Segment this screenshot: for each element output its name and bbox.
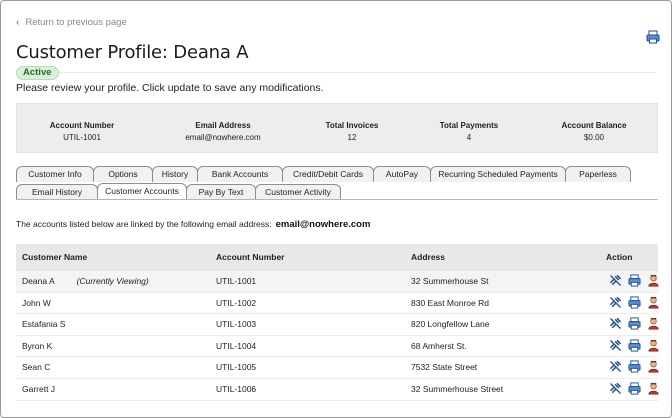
user-edit-icon[interactable] <box>647 360 660 373</box>
account-number-cell: UTIL-1002 <box>216 297 257 308</box>
address-cell: 820 Longfellow Lane <box>411 319 490 330</box>
unlink-icon[interactable] <box>609 339 622 352</box>
table-row[interactable] <box>16 271 658 293</box>
user-edit-icon[interactable] <box>647 274 660 287</box>
print-icon[interactable] <box>628 360 641 373</box>
table-body <box>16 271 658 401</box>
row-actions <box>609 296 660 309</box>
column-address: Address <box>411 252 446 262</box>
summary-total-payments: Total Payments 4 <box>439 121 499 142</box>
summary-email-address: Email Address email@nowhere.com <box>185 121 261 142</box>
tab-customer-accounts[interactable]: Customer Accounts <box>97 183 187 200</box>
print-icon[interactable] <box>628 317 641 330</box>
status-badge: Active <box>16 66 59 80</box>
tab-divider <box>16 199 658 200</box>
column-account-number: Account Number <box>216 252 285 262</box>
viewing-note: (Currently Viewing) <box>76 276 149 286</box>
address-cell: 68 Amherst St. <box>411 340 467 351</box>
account-number-cell: UTIL-1001 <box>216 276 257 286</box>
return-link-label: Return to previous page <box>25 17 127 28</box>
row-actions <box>609 317 660 330</box>
account-number-cell: UTIL-1006 <box>216 383 257 394</box>
intro-text: Please review your profile. Click update to save any modifications. <box>16 82 324 94</box>
tab-customer-activity[interactable]: Customer Activity <box>255 184 341 200</box>
tab-pay-by-text[interactable]: Pay By Text <box>186 184 256 200</box>
unlink-icon[interactable] <box>609 296 622 309</box>
tab-email-history[interactable]: Email History <box>16 184 98 200</box>
user-edit-icon[interactable] <box>647 382 660 395</box>
print-icon[interactable] <box>628 339 641 352</box>
table-header <box>16 244 658 271</box>
unlink-icon[interactable] <box>609 317 622 330</box>
customer-name-cell: Deana A (Currently Viewing) <box>22 276 149 286</box>
customer-name-cell: John W <box>22 297 51 308</box>
address-cell: 830 East Monroe Rd <box>411 297 489 308</box>
user-edit-icon[interactable] <box>647 317 660 330</box>
tab-history[interactable]: History <box>152 166 198 182</box>
row-actions <box>609 339 660 352</box>
row-actions <box>609 274 660 287</box>
tab-customer-info[interactable]: Customer Info <box>16 166 94 182</box>
tab-recurring-scheduled-payments[interactable]: Recurring Scheduled Payments <box>430 166 566 182</box>
print-icon[interactable] <box>646 30 660 44</box>
column-customer-name: Customer Name <box>22 252 88 262</box>
linked-accounts-table <box>16 244 658 401</box>
return-link[interactable] <box>16 17 127 28</box>
table-row[interactable] <box>16 336 658 358</box>
unlink-icon[interactable] <box>609 274 622 287</box>
row-actions <box>609 360 660 373</box>
unlink-icon[interactable] <box>609 382 622 395</box>
print-icon[interactable] <box>628 382 641 395</box>
summary-account-balance: Account Balance $0.00 <box>561 121 627 142</box>
print-icon[interactable] <box>628 274 641 287</box>
account-number-cell: UTIL-1004 <box>216 340 257 351</box>
customer-name-cell: Byron K <box>22 340 53 351</box>
tab-autopay[interactable]: AutoPay <box>373 166 431 182</box>
title-divider <box>16 72 656 73</box>
address-cell: 32 Summerhouse Street <box>411 383 504 394</box>
table-row[interactable] <box>16 357 658 379</box>
user-edit-icon[interactable] <box>647 339 660 352</box>
account-number-cell: UTIL-1003 <box>216 319 257 330</box>
column-action: Action <box>606 252 633 262</box>
row-actions <box>609 382 660 395</box>
user-edit-icon[interactable] <box>647 296 660 309</box>
linked-email: email@nowhere.com <box>275 219 371 230</box>
customer-name-cell: Sean C <box>22 362 51 373</box>
tab-credit-debit-cards[interactable]: Credit/Debit Cards <box>282 166 374 182</box>
address-cell: 7532 State Street <box>411 362 478 373</box>
print-icon[interactable] <box>628 296 641 309</box>
unlink-icon[interactable] <box>609 360 622 373</box>
customer-name-cell: Estafania S <box>22 319 66 330</box>
tab-options[interactable]: Options <box>93 166 153 182</box>
page-title: Customer Profile: Deana A <box>16 42 249 63</box>
account-summary <box>16 103 658 153</box>
account-number-cell: UTIL-1005 <box>216 362 257 373</box>
tab-bank-accounts[interactable]: Bank Accounts <box>197 166 283 182</box>
table-row[interactable] <box>16 314 658 336</box>
summary-account-number: Account Number UTIL-1001 <box>49 121 115 142</box>
chevron-left-icon: ‹ <box>16 17 20 28</box>
tab-paperless[interactable]: Paperless <box>565 166 631 182</box>
summary-total-invoices: Total Invoices 12 <box>325 121 379 142</box>
customer-name-cell: Garrett J <box>22 383 56 394</box>
table-row[interactable] <box>16 293 658 315</box>
address-cell: 32 Summerhouse St <box>411 276 489 286</box>
linked-accounts-note: The accounts listed below are linked by the following email address: email@nowhere.com <box>16 219 371 230</box>
table-row[interactable] <box>16 379 658 401</box>
